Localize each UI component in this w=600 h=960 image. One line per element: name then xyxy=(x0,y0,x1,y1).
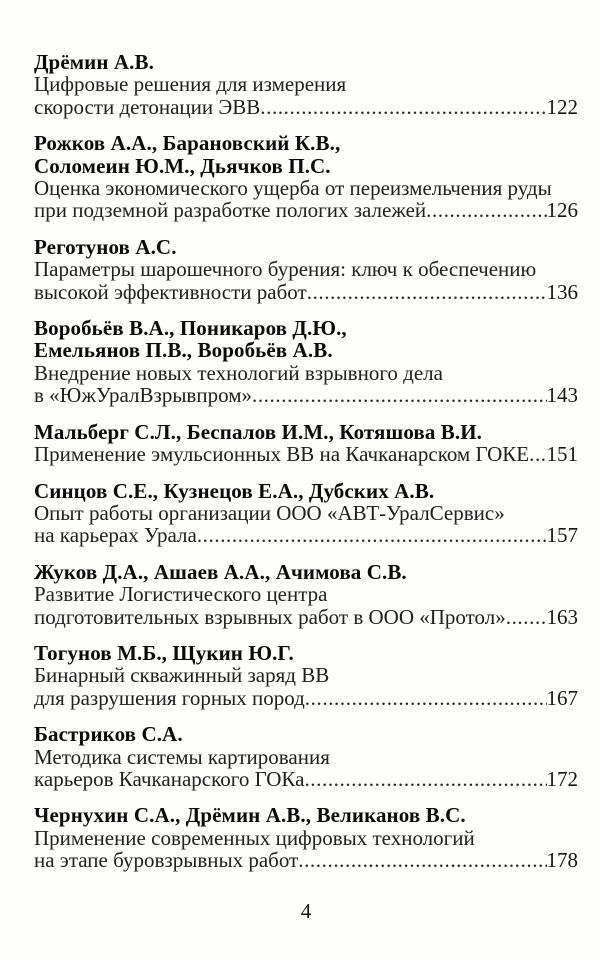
dot-leader xyxy=(307,281,547,303)
title-line-with-page xyxy=(34,199,578,221)
title-line-with-page xyxy=(34,443,578,465)
title-line: Применение современных цифровых технологий xyxy=(34,825,475,850)
toc-entry xyxy=(34,804,578,871)
title-line-with-page xyxy=(34,96,578,118)
toc-entry xyxy=(34,561,578,628)
author-line: Синцов С.Е., Кузнецов Е.А., Дубских А.В. xyxy=(34,478,435,503)
title-text: на этапе буровзрывных работ xyxy=(34,848,299,873)
page-ref: 143 xyxy=(546,383,578,408)
page-ref: 167 xyxy=(546,685,578,710)
page-number: 4 xyxy=(300,898,312,923)
toc-entry xyxy=(34,421,578,466)
title-text: Применение эмульсионных ВВ на Качканарском ГОКЕ xyxy=(34,442,530,467)
dot-leader xyxy=(304,768,546,790)
author-line: Мальберг С.Л., Беспалов И.М., Котяшова В.И. xyxy=(34,419,483,444)
dot-leader xyxy=(305,687,547,709)
title-line-with-page xyxy=(34,524,578,546)
dot-leader xyxy=(260,96,546,118)
toc-entry xyxy=(34,236,578,303)
title-line: Бинарный скважинный заряд ВВ xyxy=(34,663,330,688)
title-text: при подземной разработке пологих залежей xyxy=(34,198,427,223)
page-ref: 136 xyxy=(546,279,578,304)
toc-entry xyxy=(34,317,578,407)
toc-entry xyxy=(34,642,578,709)
author-line: Воробьёв В.А., Поникаров Д.Ю., xyxy=(34,316,347,341)
title-line-with-page xyxy=(34,768,578,790)
author-line: Тогунов М.Б., Щукин Ю.Г. xyxy=(34,640,294,665)
title-line: Опыт работы организации ООО «АВТ-УралСервис» xyxy=(34,500,505,525)
title-line: Цифровые решения для измерения xyxy=(34,72,347,97)
toc-entry xyxy=(34,723,578,790)
title-line-with-page xyxy=(34,849,578,871)
dot-leader xyxy=(506,606,547,628)
author-line: Чернухин С.А., Дрёмин А.В., Великанов В.С. xyxy=(34,803,466,828)
page-ref: 172 xyxy=(546,766,578,791)
dot-leader xyxy=(529,443,546,465)
title-text: для разрушения горных пород xyxy=(34,685,305,710)
title-text: подготовительных взрывных работ в ООО «Протол» xyxy=(34,604,506,629)
page-ref: 178 xyxy=(546,848,578,873)
toc-entry xyxy=(34,132,578,222)
toc-entry xyxy=(34,51,578,118)
author-line: Рожков А.А., Барановский К.В., xyxy=(34,131,341,156)
author-line: Реготунов А.С. xyxy=(34,234,177,259)
page-ref: 151 xyxy=(546,442,578,467)
title-line-with-page xyxy=(34,281,578,303)
title-line-with-page xyxy=(34,384,578,406)
page-ref: 122 xyxy=(546,94,578,119)
dot-leader xyxy=(197,524,547,546)
toc-entry xyxy=(34,480,578,547)
author-line: Емельянов П.В., Воробьёв А.В. xyxy=(34,338,333,363)
title-line-with-page xyxy=(34,606,578,628)
dot-leader xyxy=(298,849,546,871)
title-line: Параметры шарошечного бурения: ключ к обеспечению xyxy=(34,257,537,282)
dot-leader xyxy=(252,384,547,406)
title-text: в «ЮжУралВзрывпром» xyxy=(34,383,252,408)
author-line: Жуков Д.А., Ашаев А.А., Ачимова С.В. xyxy=(34,559,407,584)
author-line: Соломеин Ю.М., Дьячков П.С. xyxy=(34,153,331,178)
dot-leader xyxy=(426,199,546,221)
author-line: Бастриков С.А. xyxy=(34,722,183,747)
title-line: Развитие Логистического центра xyxy=(34,582,328,607)
title-line: Методика системы картирования xyxy=(34,744,330,769)
page-ref: 163 xyxy=(546,604,578,629)
title-line: Оценка экономического ущерба от переизмельчения руды xyxy=(34,176,552,201)
title-text: карьеров Качканарского ГОКа xyxy=(34,766,305,791)
title-line: Внедрение новых технологий взрывного дела xyxy=(34,360,443,385)
title-text: высокой эффективности работ xyxy=(34,279,307,304)
page-ref: 126 xyxy=(546,198,578,223)
title-line-with-page xyxy=(34,687,578,709)
page-ref: 157 xyxy=(546,523,578,548)
title-text: скорости детонации ЭВВ xyxy=(34,94,261,119)
title-text: на карьерах Урала xyxy=(34,523,197,548)
author-line: Дрёмин А.В. xyxy=(34,50,154,74)
